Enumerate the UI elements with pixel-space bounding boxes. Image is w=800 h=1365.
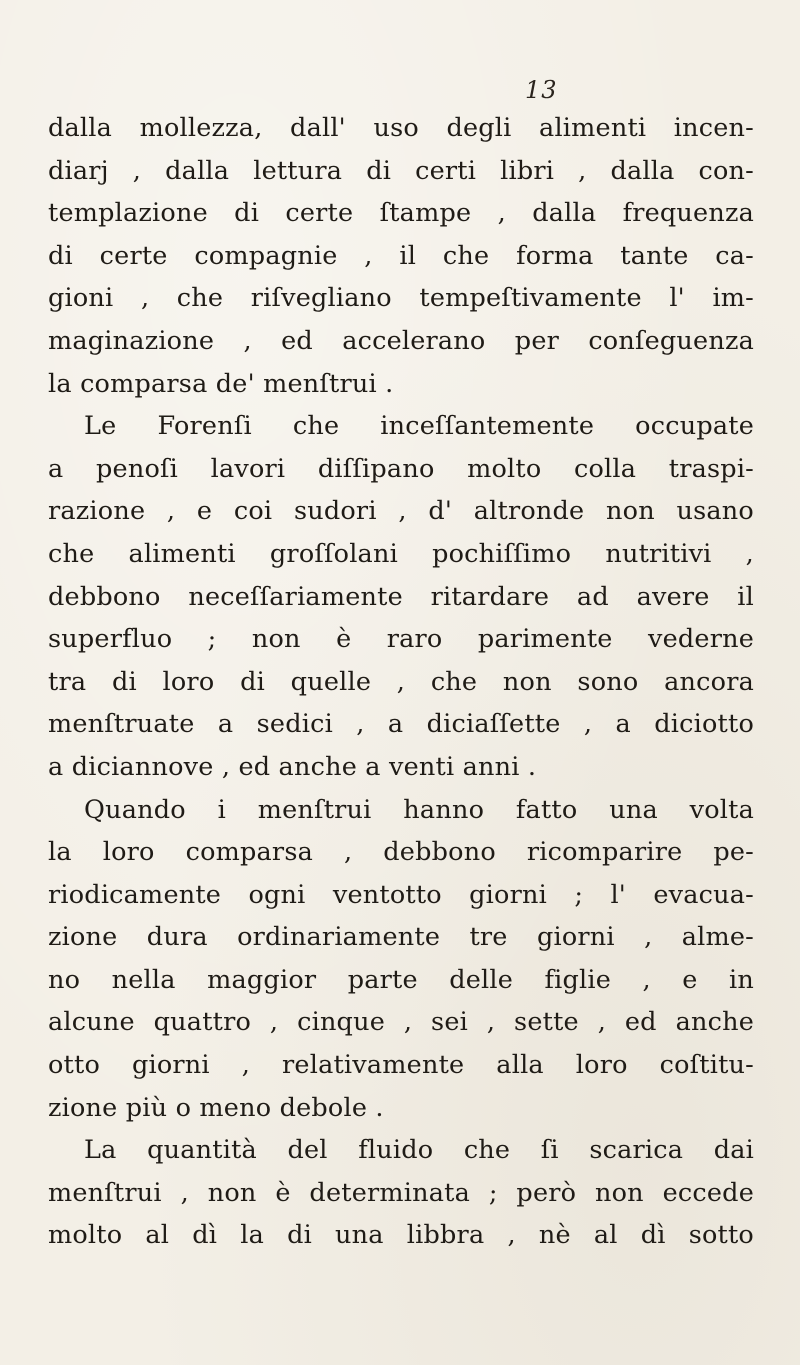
text-line: molto al dì la di una libbra , nè al dì sotto	[48, 1220, 754, 1251]
page-number: 13	[525, 76, 558, 104]
paragraph-end-line: zione più o meno debole .	[48, 1092, 384, 1123]
text-line: razione , e coi sudori , d' altronde non usano	[48, 496, 754, 527]
paragraph-end-line: a diciannove , ed anche a venti anni .	[48, 751, 537, 782]
text-line: tra di loro di quelle , che non sono ancora	[48, 666, 754, 697]
text-line: maginazione , ed accelerano per conſeguenza	[48, 325, 754, 356]
text-line: templazione di certe ſtampe , dalla frequenza	[48, 198, 754, 229]
paragraph-start-line: Quando i menſtrui hanno fatto una volta	[84, 794, 754, 825]
text-line: no nella maggior parte delle figlie , e in	[48, 964, 754, 995]
text-line: dalla mollezza, dall' uso degli alimenti incen-	[48, 113, 754, 143]
text-line: menſtrui , non è determinata ; però non eccede	[48, 1177, 754, 1208]
paragraph-start-line: Le Forenſi che inceſſantemente occupate	[84, 411, 754, 442]
text-line: alcune quattro , cinque , sei , sette , ed anche	[48, 1007, 754, 1038]
text-line: zione dura ordinariamente tre giorni , alme-	[48, 922, 754, 953]
body-text	[48, 107, 754, 1257]
text-line: di certe compagnie , il che forma tante ca-	[48, 240, 754, 271]
text-line: gioni , che riſvegliano tempeſtivamente l' im-	[48, 283, 754, 314]
text-line: superfluo ; non è raro parimente vederne	[48, 624, 754, 655]
text-line: riodicamente ogni ventotto giorni ; l' evacua-	[48, 879, 754, 910]
text-line: otto giorni , relativamente alla loro coſtitu-	[48, 1050, 754, 1081]
text-line: a penoſi lavori diſſipano molto colla traspi-	[48, 453, 754, 484]
text-line: che alimenti groſſolani pochiſſimo nutritivi ,	[48, 538, 754, 569]
text-line: diarj , dalla lettura di certi libri , dalla con-	[48, 155, 754, 186]
text-line: la loro comparsa , debbono ricomparire pe-	[48, 837, 754, 868]
text-line: menſtruate a sedici , a diciaſſette , a diciotto	[48, 709, 754, 740]
text-line: debbono neceſſariamente ritardare ad avere il	[48, 581, 754, 612]
paragraph-start-line: La quantità del fluido che ſi scarica dai	[84, 1135, 754, 1166]
paragraph-end-line: la comparsa de' menſtrui .	[48, 368, 394, 399]
